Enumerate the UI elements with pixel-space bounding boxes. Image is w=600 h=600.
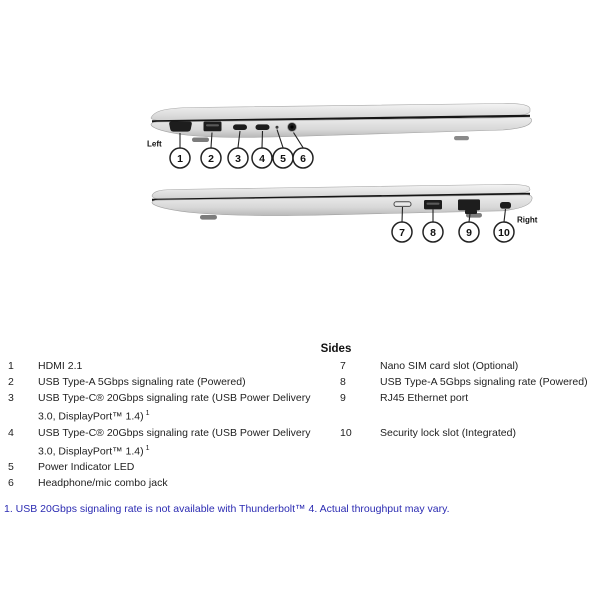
row-number: 8 bbox=[340, 376, 346, 388]
row-description: RJ45 Ethernet port bbox=[380, 392, 469, 404]
row-description-text: Headphone/mic combo jack bbox=[38, 477, 168, 489]
laptop-left-side-view bbox=[147, 103, 532, 168]
callout-5 bbox=[273, 148, 293, 168]
callout-7 bbox=[392, 222, 412, 242]
callout-1 bbox=[170, 148, 190, 168]
usb-a-port-icon bbox=[204, 122, 222, 132]
row-description bbox=[380, 475, 598, 491]
row-description: Security lock slot (Integrated) bbox=[380, 426, 516, 439]
rj45-port-tab bbox=[465, 210, 477, 214]
usb-a-port-tongue bbox=[206, 124, 219, 126]
laptop-sides-diagram bbox=[0, 0, 600, 270]
row-description-text: USB Type-C® 20Gbps signaling rate (USB Power Delivery 3.0, DisplayPort™ 1.4) bbox=[38, 392, 311, 423]
callout-1-number: 1 bbox=[177, 152, 183, 165]
row-number bbox=[332, 475, 380, 491]
row-description: USB Type-A 5Gbps signaling rate (Powered) bbox=[380, 376, 588, 388]
security-lock-slot-icon bbox=[500, 202, 511, 209]
sim-slot-icon bbox=[394, 202, 411, 207]
callout-6-number: 6 bbox=[300, 152, 306, 165]
footnote: 1. USB 20Gbps signaling rate is not available with Thunderbolt™ 4. Actual throughput may vary. bbox=[4, 503, 450, 515]
callout-8 bbox=[423, 222, 443, 242]
row-description bbox=[38, 425, 332, 460]
callout-6 bbox=[293, 148, 313, 168]
row-description bbox=[380, 459, 598, 475]
row-number bbox=[332, 459, 380, 475]
row-description bbox=[38, 390, 332, 425]
row-number: 7 bbox=[340, 360, 346, 372]
row-description bbox=[38, 358, 332, 374]
callout-4 bbox=[252, 148, 272, 168]
callout-4-number: 4 bbox=[259, 152, 265, 165]
headphone-jack-hole bbox=[290, 125, 293, 128]
callout-2 bbox=[201, 148, 221, 168]
callout-9-number: 9 bbox=[466, 226, 472, 239]
callout-8-number: 8 bbox=[430, 226, 436, 239]
row-number: 5 bbox=[8, 461, 14, 473]
row-description-text: USB Type-C® 20Gbps signaling rate (USB Power Delivery 3.0, DisplayPort™ 1.4) bbox=[38, 426, 311, 457]
row-description: Nano SIM card slot (Optional) bbox=[380, 360, 519, 372]
usb-c-port-icon-1 bbox=[233, 124, 247, 130]
rubber-foot bbox=[200, 215, 217, 220]
rubber-foot bbox=[192, 138, 209, 143]
callout-3 bbox=[228, 148, 248, 168]
row-description-text: Power Indicator LED bbox=[38, 461, 135, 473]
usb-c-port-icon-2 bbox=[256, 124, 270, 130]
row-number: 10 bbox=[340, 426, 352, 439]
row-description bbox=[38, 459, 332, 475]
usb-a-port-tongue bbox=[427, 203, 440, 205]
row-number: 3 bbox=[8, 392, 14, 404]
rubber-foot bbox=[454, 136, 469, 140]
callout-2-number: 2 bbox=[208, 152, 214, 165]
row-number: 2 bbox=[8, 376, 14, 388]
row-description bbox=[38, 475, 332, 491]
section-title: Sides bbox=[320, 343, 352, 355]
rj45-port-icon bbox=[458, 199, 480, 210]
callout-10-number: 10 bbox=[498, 226, 510, 239]
right-side-label: Right bbox=[517, 215, 538, 225]
footnote-marker: 1 bbox=[145, 444, 150, 452]
ports-table bbox=[0, 358, 598, 491]
callout-7-number: 7 bbox=[399, 226, 405, 239]
row-description-text: USB Type-A 5Gbps signaling rate (Powered) bbox=[38, 376, 246, 388]
callout-9 bbox=[459, 222, 479, 242]
callout-10 bbox=[494, 222, 514, 242]
row-number: 6 bbox=[8, 477, 14, 489]
power-led-icon bbox=[276, 126, 279, 129]
callout-5-number: 5 bbox=[280, 152, 286, 165]
row-number: 4 bbox=[8, 426, 14, 439]
callout-3-number: 3 bbox=[235, 152, 241, 165]
left-side-label: Left bbox=[147, 139, 162, 149]
hdmi-port-icon bbox=[169, 122, 192, 132]
laptop-right-side-view bbox=[152, 184, 538, 242]
row-description bbox=[38, 374, 332, 390]
row-description-text: HDMI 2.1 bbox=[38, 360, 83, 372]
footnote-marker: 1 bbox=[145, 410, 150, 417]
row-number: 9 bbox=[340, 392, 346, 404]
row-number: 1 bbox=[8, 360, 14, 372]
